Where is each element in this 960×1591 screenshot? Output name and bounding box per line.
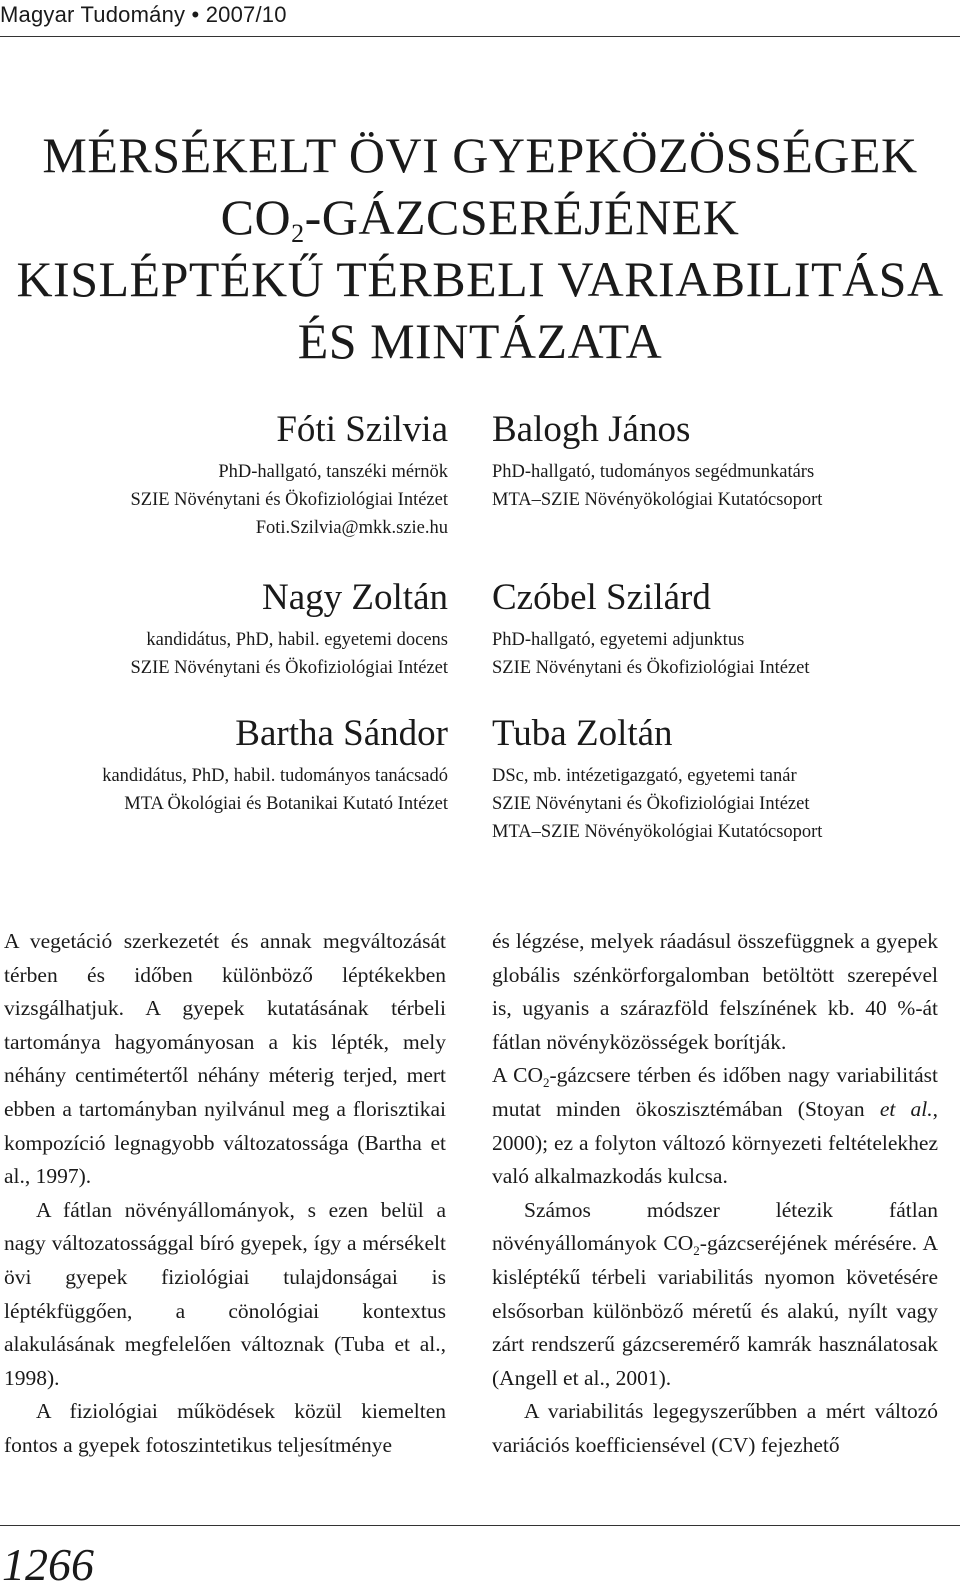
author-affiliation: PhD-hallgató, tudományos segédmunkatárs — [492, 462, 815, 482]
text-run: Számos módszer létezik fátlan növényállományok CO — [492, 1197, 938, 1256]
author-name: Fóti Szilvia — [276, 409, 448, 450]
author-block — [492, 712, 960, 846]
author-block — [492, 576, 960, 682]
subscript-2: 2 — [543, 1075, 550, 1091]
author-block — [0, 408, 448, 542]
text-run: -gázcsere térben és időben nagy variabilitást mutat minden ökoszisztémában (Stoyan — [492, 1063, 938, 1121]
title-line-1: MÉRSÉKELT ÖVI GYEPKÖZÖSSÉGEK — [42, 127, 918, 183]
author-affiliation: SZIE Növénytani és Ökofiziológiai Intézet — [130, 490, 448, 510]
body-paragraph: és légzése, melyek ráadásul összefüggnek a gyepek globális szénkörforgalomban betöltött szerepével is, ugyanis a szárazföld felszínének kb. 40 %-át fátlan növényközösségek borítják. — [492, 929, 938, 1054]
author-affiliation: MTA Ökológiai és Botanikai Kutató Intézet — [124, 794, 448, 814]
author-affiliation: MTA–SZIE Növényökológiai Kutatócsoport — [492, 490, 823, 510]
subscript-2: 2 — [693, 1243, 700, 1259]
body-paragraph: A fátlan növényállományok, s ezen belül a nagy változatossággal bíró gyepek, így a mérsékelt övi gyepek fiziológiai tulajdonságai is léptékfüggően, a cönológiai kontextus alakulásának megfelelően változnak (Tuba et al., 1998). — [4, 1197, 446, 1390]
author-name: Czóbel Szilárd — [492, 577, 711, 618]
author-affiliation: DSc, mb. intézetigazgató, egyetemi tanár — [492, 766, 797, 786]
author-name: Nagy Zoltán — [262, 577, 448, 618]
author-affiliation: MTA–SZIE Növényökológiai Kutatócsoport — [492, 822, 823, 842]
author-affiliation: kandidátus, PhD, habil. egyetemi docens — [146, 630, 448, 650]
body-paragraph: A variabilitás legegyszerűbben a mért változó variációs koefficiensével (CV) fejezhető — [492, 1399, 938, 1457]
author-affiliation: SZIE Növénytani és Ökofiziológiai Intézet — [492, 794, 810, 814]
author-affiliation: SZIE Növénytani és Ökofiziológiai Intézet — [130, 658, 448, 678]
text-run: -gázcseréjének mérésére. A kisléptékű térbeli variabilitás nyomon követésére elsősorban különböző méretű és alakú, nyílt vagy zárt rendszerű gázcseremérő kamrák használatosak (Angell et al., 2001). — [492, 1231, 938, 1390]
title-line-2 — [0, 186, 960, 248]
article-title — [0, 124, 960, 372]
author-name: Bartha Sándor — [235, 713, 448, 754]
body-paragraph — [492, 1194, 938, 1396]
author-email: Foti.Szilvia@mkk.szie.hu — [255, 518, 448, 538]
text-run: A CO — [492, 1063, 543, 1088]
author-block — [0, 712, 448, 818]
body-column-right — [492, 925, 938, 1463]
author-affiliation: PhD-hallgató, egyetemi adjunktus — [492, 630, 745, 650]
body-paragraph — [492, 1059, 938, 1193]
author-affiliation: SZIE Növénytani és Ökofiziológiai Intézet — [492, 658, 810, 678]
title-line-4: ÉS MINTÁZATA — [297, 313, 663, 369]
body-paragraph: A fiziológiai működések közül kiemelten fontos a gyepek fotoszintetikus teljesítménye — [4, 1399, 446, 1457]
author-name: Balogh János — [492, 409, 691, 450]
italic-et-al: et al. — [879, 1096, 933, 1121]
body-column-left — [4, 925, 446, 1463]
journal-header: Magyar Tudomány • 2007/10 — [0, 2, 287, 27]
page-number: 1266 — [2, 1539, 94, 1590]
title-subscript-2: 2 — [291, 219, 305, 248]
author-block — [492, 408, 960, 514]
author-block — [0, 576, 448, 682]
title-line-3: KISLÉPTÉKŰ TÉRBELI VARIABILITÁSA — [16, 251, 944, 307]
footer-divider — [0, 1525, 960, 1526]
title-gazcsere: -GÁZCSERÉJÉNEK — [304, 189, 740, 245]
text-run: , 2000); ez a folyton változó környezeti feltételekhez való alkalmazkodás kulcsa. — [492, 1096, 938, 1189]
header-divider — [0, 36, 960, 37]
author-affiliation: kandidátus, PhD, habil. tudományos tanácsadó — [102, 766, 448, 786]
author-affiliation: PhD-hallgató, tanszéki mérnök — [218, 462, 448, 482]
title-co: CO — [220, 189, 292, 245]
author-name: Tuba Zoltán — [492, 713, 673, 754]
body-paragraph: A vegetáció szerkezetét és annak megváltozását térben és időben különböző léptékekben vizsgálhatjuk. A gyepek kutatásának térbeli tartománya hagyományosan a kis lépték, mely néhány centimétertől néhány méterig terjed, mert ebben a tartományban nyilvánul meg a florisztikai kompozíció legnagyobb változatossága (Bartha et al., 1997). — [4, 929, 446, 1189]
